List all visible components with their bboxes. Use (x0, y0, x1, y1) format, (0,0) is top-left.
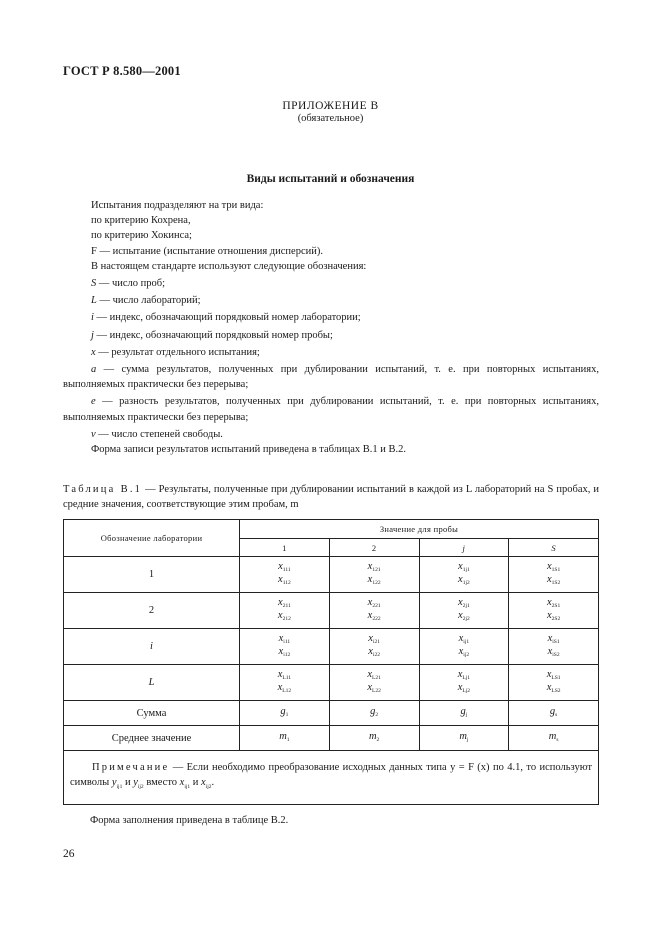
result-cell: $x_{Lj1}$ $x_{Lj2}$ (419, 665, 509, 701)
result-cell: $x_{121}$ $x_{122}$ (329, 557, 419, 593)
mean-cell: $m_s$ (509, 726, 599, 751)
result-cell: $x_{L21}$ $x_{L22}$ (329, 665, 419, 701)
table-caption: Таблица В.1 — Результаты, полученные при дублировании испытаний в каждой из L лабораторий на S пробах, и средние значения, соответствующие этим пробам, m (63, 484, 599, 510)
result-cell: $x_{ij1}$ $x_{ij2}$ (419, 629, 509, 665)
sum-label: Сумма (64, 701, 240, 726)
result-cell: $x_{1j1}$ $x_{1j2}$ (419, 557, 509, 593)
result-cell: $x_{iS1}$ $x_{iS2}$ (509, 629, 599, 665)
def-item: x — результат отдельного испытания; (91, 346, 260, 358)
result-cell: $x_{L11}$ $x_{L12}$ (240, 665, 330, 701)
intro-line: Испытания подразделяют на три вида: (91, 200, 264, 211)
col-lab-header: Обозначение лаборатории (64, 520, 240, 557)
def-item: L — число лабораторий; (91, 295, 201, 307)
sum-cell: $g_2$ (329, 701, 419, 726)
mean-cell: $m_1$ (240, 726, 330, 751)
result-cell: $x_{i11}$ $x_{i12}$ (240, 629, 330, 665)
result-cell: $x_{211}$ $x_{212}$ (240, 593, 330, 629)
mean-label: Среднее значение (64, 726, 240, 751)
def-item: a — сумма результатов, полученных при дублировании испытаний, т. е. при повторных испытаниях, выполняемых практически без перерыва; (63, 364, 599, 391)
result-cell: $x_{221}$ $x_{222}$ (329, 593, 419, 629)
appendix-status: (обязательное) (297, 113, 364, 124)
sum-cell: $g_j$ (419, 701, 509, 726)
results-table (63, 519, 599, 805)
definitions-block (63, 198, 599, 457)
lab-label: 1 (64, 557, 240, 593)
intro-line: F — испытание (испытание отношения дисперсий). (91, 245, 323, 257)
def-item: v — число степеней свободы. (91, 428, 223, 440)
table-note: Примечание — Если необходимо преобразование исходных данных типа y = F (x) по 4.1, то используют символы $y_{ij1}$ и $y_{ij2}$ вместо $x_{ij1}$ и $x_{ij2}$. (64, 751, 599, 805)
sum-cell: $g_s$ (509, 701, 599, 726)
result-cell: $x_{LS1}$ $x_{LS2}$ (509, 665, 599, 701)
result-cell: $x_{i21}$ $x_{i22}$ (329, 629, 419, 665)
form-fill-note: Форма заполнения приведена в таблице В.2. (90, 815, 289, 826)
result-cell: $x_{111}$ $x_{112}$ (240, 557, 330, 593)
intro-line: по критерию Кохрена, (91, 215, 191, 227)
def-item: j — индекс, обозначающий порядковый номер пробы; (91, 329, 333, 341)
sum-cell: $g_1$ (240, 701, 330, 726)
col-head: j (419, 539, 509, 557)
col-head: 2 (329, 539, 419, 557)
result-cell: $x_{2j1}$ $x_{2j2}$ (419, 593, 509, 629)
appendix-title: ПРИЛОЖЕНИЕ В (282, 100, 379, 112)
result-cell: $x_{2S1}$ $x_{2S2}$ (509, 593, 599, 629)
col-head: S (509, 539, 599, 557)
col-head: 1 (240, 539, 330, 557)
col-value-header: Значение для пробы (240, 520, 599, 539)
mean-cell: $m_j$ (419, 726, 509, 751)
lab-label: L (64, 665, 240, 701)
intro-line: В настоящем стандарте используют следующие обозначения: (91, 260, 367, 272)
page-number: 26 (63, 848, 75, 860)
result-cell: $x_{1S1}$ $x_{1S2}$ (509, 557, 599, 593)
standard-header: ГОСТ Р 8.580—2001 (63, 64, 181, 78)
def-item: e — разность результатов, полученных при дублировании испытаний, т. е. при повторных испытаниях, выполняемых практически без перерыва; (63, 396, 599, 423)
section-title: Виды испытаний и обозначения (246, 173, 415, 185)
intro-line: по критерию Хокинса; (91, 230, 192, 242)
form-note: Форма записи результатов испытаний приведена в таблицах В.1 и В.2. (91, 444, 407, 456)
mean-cell: $m_2$ (329, 726, 419, 751)
def-item: i — индекс, обозначающий порядковый номер лаборатории; (91, 312, 361, 324)
def-item: S — число проб; (91, 278, 166, 290)
lab-label: 2 (64, 593, 240, 629)
lab-label: i (64, 629, 240, 665)
